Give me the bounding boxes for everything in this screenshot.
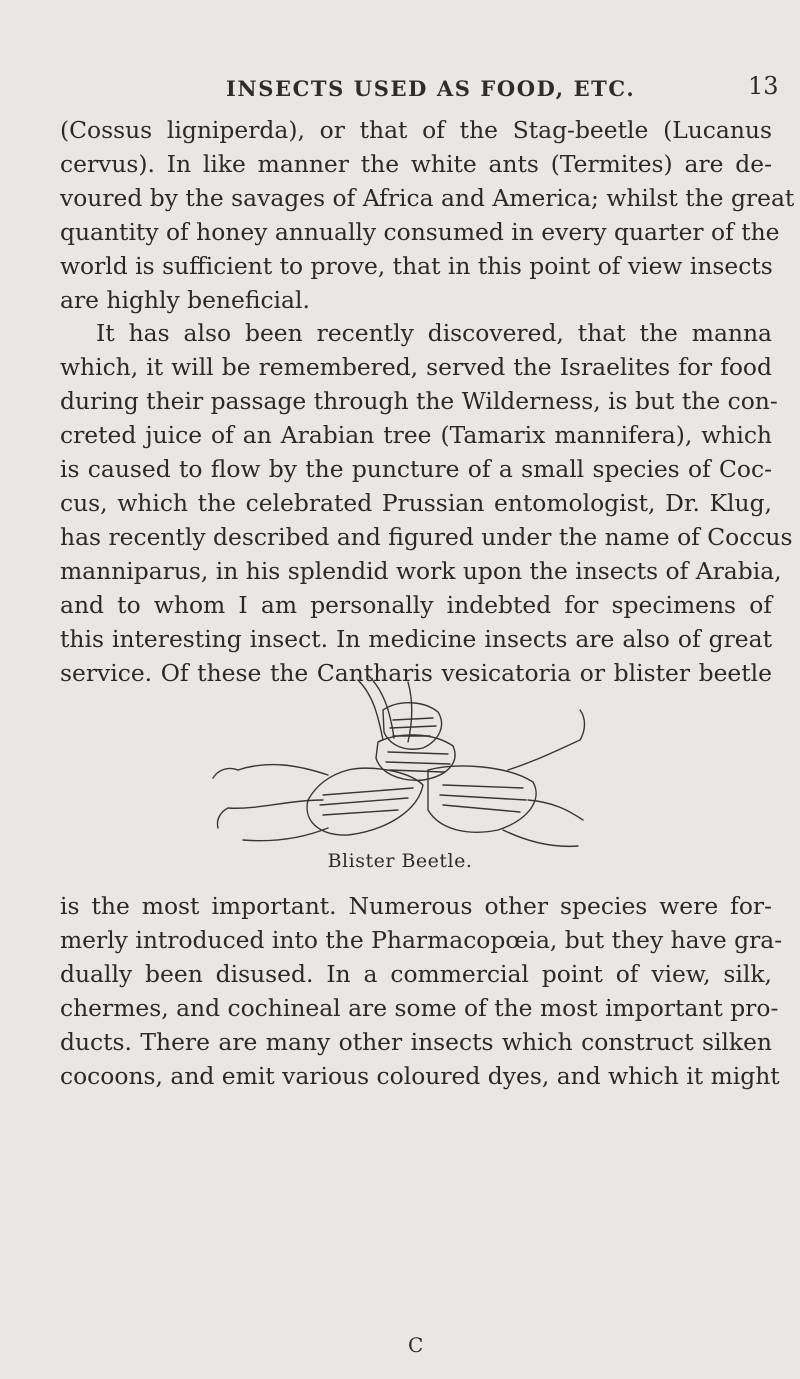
- signature-mark: C: [408, 1333, 424, 1357]
- text-line: cus, which the celebrated Prussian entomologist, Dr. Klug,: [60, 488, 772, 517]
- page-number: 13: [748, 72, 779, 100]
- text-line: service. Of these the Cantharis vesicatoria or blister beetle: [60, 658, 772, 687]
- text-line: voured by the savages of Africa and America; whilst the great: [60, 183, 795, 212]
- text-line: (Cossus ligniperda), or that of the Stag-beetle (Lucanus: [60, 116, 772, 144]
- blister-beetle-illustration: [208, 670, 588, 860]
- blister-beetle-icon: [208, 670, 588, 860]
- body-text-top: [60, 114, 795, 690]
- body-text-bottom: [60, 890, 783, 1093]
- text-line: manniparus, in his splendid work upon the insects of Arabia,: [60, 556, 782, 585]
- text-line: world is sufficient to prove, that in this point of view insects: [60, 251, 773, 280]
- text-line: It has also been recently discovered, that the manna: [96, 319, 772, 348]
- text-line: this interesting insect. In medicine insects are also of great: [60, 624, 772, 653]
- text-line: ducts. There are many other insects which construct silken: [60, 1027, 772, 1056]
- text-line: and to whom I am personally indebted for specimens of: [60, 590, 772, 619]
- text-line: during their passage through the Wilderness, is but the con-: [60, 387, 778, 416]
- text-line: cervus). In like manner the white ants (Termites) are de-: [60, 149, 772, 178]
- text-line: dually been disused. In a commercial point of view, silk,: [60, 959, 772, 988]
- text-line: which, it will be remembered, served the Israelites for food: [60, 353, 772, 382]
- text-line: has recently described and figured under the name of Coccus: [60, 522, 793, 551]
- text-line: chermes, and cochineal are some of the most important pro-: [60, 993, 779, 1022]
- text-line: quantity of honey annually consumed in every quarter of the: [60, 217, 780, 246]
- text-line: are highly beneficial.: [60, 285, 310, 314]
- text-line: merly introduced into the Pharmacopœia, but they have gra-: [60, 925, 783, 954]
- figure-caption: Blister Beetle.: [327, 850, 473, 872]
- text-line: cocoons, and emit various coloured dyes, and which it might: [60, 1061, 780, 1090]
- text-line: is the most important. Numerous other species were for-: [60, 892, 772, 920]
- text-line: creted juice of an Arabian tree (Tamarix mannifera), which: [60, 421, 772, 450]
- running-head: INSECTS USED AS FOOD, ETC.: [226, 76, 636, 101]
- text-line: is caused to flow by the puncture of a small species of Coc-: [60, 455, 772, 484]
